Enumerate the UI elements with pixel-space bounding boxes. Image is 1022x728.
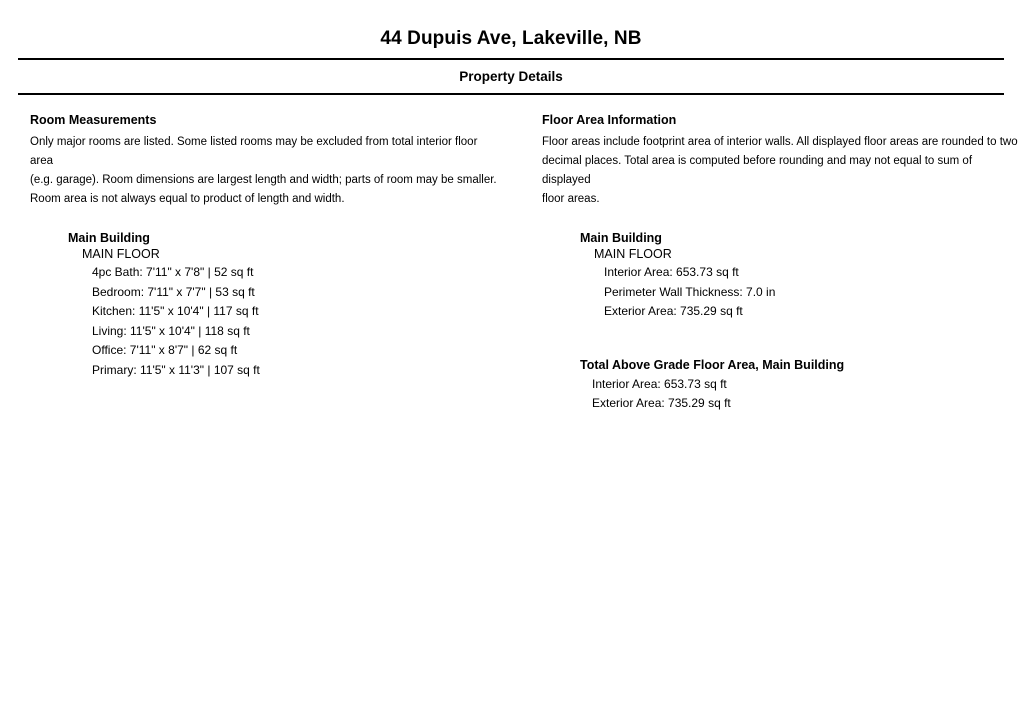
note-line: decimal places. Total area is computed before rounding and may not equal to sum of displayed [542, 155, 973, 186]
total-area-list [592, 375, 1022, 414]
area-list [604, 263, 1022, 322]
main-building-rooms [68, 231, 498, 380]
building-name: Main Building [580, 231, 662, 245]
room-list [92, 263, 498, 380]
page-subtitle: Property Details [459, 69, 563, 84]
note-line: floor areas. [542, 193, 600, 205]
floor-area-note [542, 133, 1022, 209]
room-measurements-heading: Room Measurements [30, 113, 157, 127]
floor-name: MAIN FLOOR [82, 247, 160, 261]
list-item: Interior Area: 653.73 sq ft [592, 376, 727, 391]
list-item: Perimeter Wall Thickness: 7.0 in [604, 284, 776, 299]
note-line: Floor areas include footprint area of interior walls. All displayed floor areas are rounded to two [542, 136, 1018, 148]
main-building-areas [580, 231, 1022, 322]
list-item: Kitchen: 11'5" x 10'4" | 117 sq ft [92, 304, 259, 318]
floor-name: MAIN FLOOR [594, 247, 672, 261]
floor-area-column [530, 113, 1022, 414]
note-line: Only major rooms are listed. Some listed rooms may be excluded from total interior floor area [30, 136, 478, 167]
note-line: (e.g. garage). Room dimensions are largest length and width; parts of room may be smaller. [30, 174, 497, 186]
list-item: Bedroom: 7'11" x 7'7" | 53 sq ft [92, 284, 255, 299]
list-item: Primary: 11'5" x 11'3" | 107 sq ft [92, 362, 260, 377]
content-columns [0, 95, 1022, 414]
page-title: 44 Dupuis Ave, Lakeville, NB [380, 28, 642, 49]
floor-area-heading: Floor Area Information [542, 113, 677, 127]
total-floor-area-block [580, 358, 1022, 414]
list-item: Exterior Area: 735.29 sq ft [592, 396, 731, 410]
room-measurements-column [18, 113, 498, 414]
building-name: Main Building [68, 231, 150, 245]
list-item: Office: 7'11" x 8'7" | 62 sq ft [92, 343, 238, 357]
list-item: 4pc Bath: 7'11" x 7'8" | 52 sq ft [92, 265, 254, 279]
note-line: Room area is not always equal to product of length and width. [30, 193, 345, 205]
list-item: Living: 11'5" x 10'4" | 118 sq ft [92, 323, 250, 338]
total-floor-area-heading: Total Above Grade Floor Area, Main Building [580, 357, 845, 372]
room-measurements-note [30, 133, 498, 209]
list-item: Interior Area: 653.73 sq ft [604, 265, 739, 279]
list-item: Exterior Area: 735.29 sq ft [604, 304, 743, 318]
